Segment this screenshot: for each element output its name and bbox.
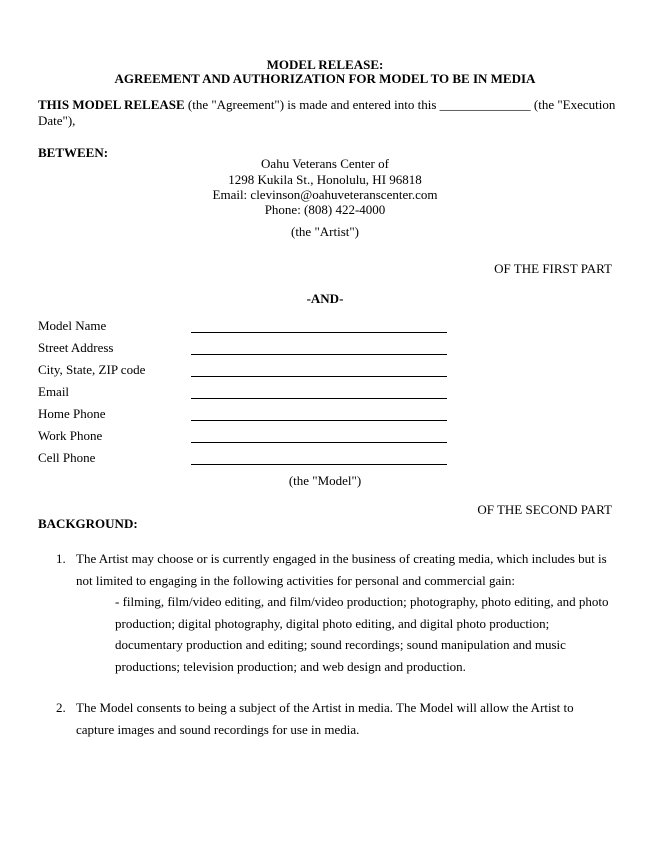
field-label: Street Address [38, 340, 114, 355]
item-text: The Artist may choose or is currently engaged in the business of creating media, which includes but is not limited to engaging in the following activities for personal and commercial gain: [76, 551, 607, 588]
and-separator: -AND- [306, 291, 344, 306]
title-line-2: AGREEMENT AND AUTHORIZATION FOR MODEL TO BE IN MEDIA [114, 71, 536, 86]
list-item [38, 697, 613, 740]
field-label: Home Phone [38, 406, 106, 421]
artist-phone: Phone: (808) 422-4000 [264, 202, 386, 217]
list-item [38, 548, 613, 591]
field-label: City, State, ZIP code [38, 362, 146, 377]
item-number: 1. [56, 551, 66, 566]
background-heading: BACKGROUND: [38, 516, 138, 531]
list-sub-item [38, 591, 613, 677]
item-text: The Model consents to being a subject of the Artist in media. The Model will allow the Artist to capture images and sound recordings for use in media. [76, 700, 574, 737]
artist-address: 1298 Kukila St., Honolulu, HI 96818 [228, 172, 422, 187]
work-phone-field[interactable] [191, 442, 447, 443]
model-name-field[interactable] [191, 332, 447, 333]
city-state-zip-field[interactable] [191, 376, 447, 377]
intro-text: (the "Agreement") is made and entered into this ______________ (the "Execution Date"), [38, 97, 616, 128]
field-label: Email [38, 384, 70, 399]
cell-phone-field[interactable] [191, 464, 447, 465]
background-item-1 [38, 548, 613, 677]
between-heading: BETWEEN: [38, 145, 109, 160]
background-item-2 [38, 697, 613, 740]
sub-item-text: - filming, film/video editing, and film/video production; photography, photo editing, and photo production; digital photography, digital photo editing, and digital photo production; documentary production and editing; sound recordings; sound manipulation and music productions; television production; and web design and production. [115, 594, 609, 674]
email-field[interactable] [191, 398, 447, 399]
artist-email: Email: clevinson@oahuveteranscenter.com [212, 187, 438, 202]
artist-label: (the "Artist") [290, 224, 359, 239]
intro-bold: THIS MODEL RELEASE [38, 97, 185, 112]
home-phone-field[interactable] [191, 420, 447, 421]
item-number: 2. [56, 700, 66, 715]
first-part-label: OF THE FIRST PART [494, 261, 612, 276]
field-label: Model Name [38, 318, 107, 333]
model-label: (the "Model") [288, 473, 362, 488]
artist-name: Oahu Veterans Center of [261, 156, 389, 171]
title-line-1: MODEL RELEASE: [266, 57, 384, 72]
street-address-field[interactable] [191, 354, 447, 355]
field-label: Work Phone [38, 428, 103, 443]
second-part-label: OF THE SECOND PART [477, 502, 612, 517]
field-label: Cell Phone [38, 450, 96, 465]
intro-paragraph [38, 97, 618, 129]
